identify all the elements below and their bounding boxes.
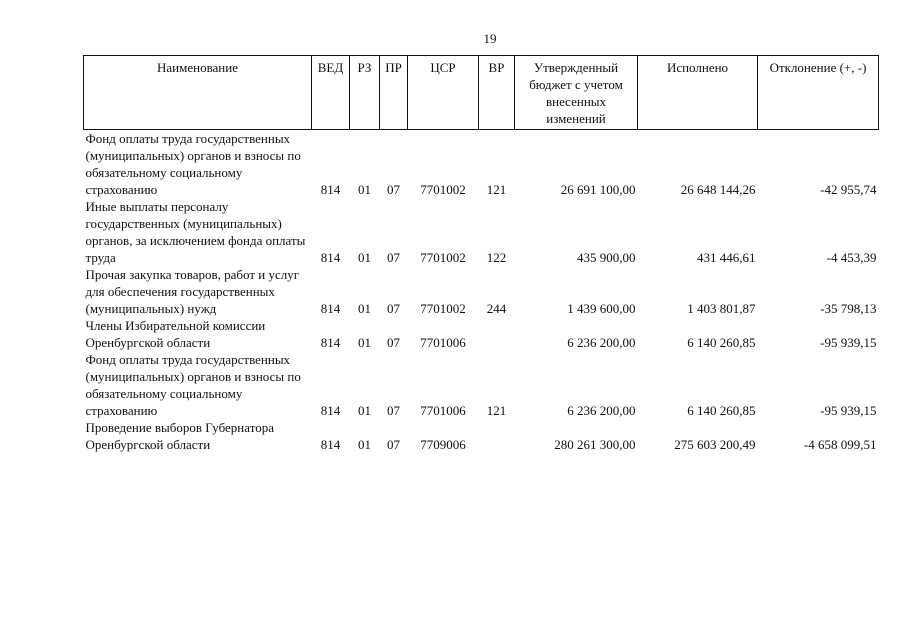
- row-executed: 1 403 801,87: [687, 301, 756, 316]
- row-executed: 6 140 260,85: [687, 335, 756, 350]
- row-csr: 7709006: [420, 437, 466, 452]
- row-ved: 814: [320, 301, 341, 316]
- row-rz: 01: [358, 437, 371, 452]
- header-executed: Исполнено: [638, 56, 758, 130]
- row-executed: 431 446,61: [697, 250, 756, 265]
- row-vr: [479, 419, 515, 453]
- row-rz: 01: [358, 250, 371, 265]
- row-ved: 814: [320, 335, 341, 350]
- row-vr: 244: [486, 301, 507, 316]
- row-csr: 7701002: [420, 182, 466, 197]
- table-row: [84, 266, 879, 317]
- row-approved: 1 439 600,00: [567, 301, 636, 316]
- row-pr: 07: [387, 250, 400, 265]
- row-vr: 121: [486, 403, 507, 418]
- row-vr: 122: [486, 250, 507, 265]
- row-executed: 275 603 200,49: [674, 437, 756, 452]
- row-name: Члены Избирательной комиссии Оренбургской области: [85, 318, 266, 350]
- row-name: Фонд оплаты труда государственных (муниципальных) органов и взносы по обязательному социальному страхованию: [85, 352, 301, 418]
- row-approved: 6 236 200,00: [567, 403, 636, 418]
- row-deviation: -95 939,15: [820, 403, 877, 418]
- row-csr: 7701002: [420, 250, 466, 265]
- row-deviation: -4 658 099,51: [803, 437, 877, 452]
- row-rz: 01: [358, 301, 371, 316]
- row-approved: 280 261 300,00: [554, 437, 636, 452]
- row-vr: 121: [486, 182, 507, 197]
- row-executed: 26 648 144,26: [680, 182, 756, 197]
- row-deviation: -95 939,15: [820, 335, 877, 350]
- row-name: Проведение выборов Губернатора Оренбургской области: [85, 420, 274, 452]
- budget-execution-table: [83, 55, 879, 453]
- header-deviation: Отклонение (+, -): [758, 56, 879, 130]
- header-name: Наименование: [84, 56, 312, 130]
- header-vr: ВР: [479, 56, 515, 130]
- row-csr: 7701002: [420, 301, 466, 316]
- table-row: [84, 198, 879, 266]
- row-ved: 814: [320, 403, 341, 418]
- row-ved: 814: [320, 250, 341, 265]
- row-pr: 07: [387, 437, 400, 452]
- row-pr: 07: [387, 335, 400, 350]
- table-row: [84, 351, 879, 419]
- table-header-row: [84, 56, 879, 130]
- header-pr: ПР: [380, 56, 408, 130]
- row-rz: 01: [358, 403, 371, 418]
- row-ved: 814: [320, 182, 341, 197]
- row-deviation: -42 955,74: [820, 182, 877, 197]
- table-row: [84, 130, 879, 199]
- row-deviation: -35 798,13: [820, 301, 877, 316]
- row-ved: 814: [320, 437, 341, 452]
- row-rz: 01: [358, 182, 371, 197]
- row-name: Фонд оплаты труда государственных (муниципальных) органов и взносы по обязательному социальному страхованию: [85, 131, 301, 197]
- header-approved: Утвержденный бюджет с учетом внесенных изменений: [515, 56, 638, 130]
- table-row: [84, 419, 879, 453]
- row-deviation: -4 453,39: [826, 250, 877, 265]
- row-pr: 07: [387, 301, 400, 316]
- row-approved: 6 236 200,00: [567, 335, 636, 350]
- row-executed: 6 140 260,85: [687, 403, 756, 418]
- page-number: 19: [483, 31, 497, 46]
- row-pr: 07: [387, 403, 400, 418]
- row-vr: [479, 317, 515, 351]
- header-csr: ЦСР: [408, 56, 479, 130]
- header-rz: РЗ: [350, 56, 380, 130]
- row-approved: 435 900,00: [577, 250, 636, 265]
- row-rz: 01: [358, 335, 371, 350]
- row-csr: 7701006: [420, 403, 466, 418]
- table-row: [84, 317, 879, 351]
- row-approved: 26 691 100,00: [560, 182, 636, 197]
- row-name: Прочая закупка товаров, работ и услуг для обеспечения государственных (муниципальных) нужд: [85, 267, 300, 316]
- header-ved: ВЕД: [312, 56, 350, 130]
- row-name: Иные выплаты персоналу государственных (муниципальных) органов, за исключением фонда оплаты труда: [85, 199, 306, 265]
- row-pr: 07: [387, 182, 400, 197]
- row-csr: 7701006: [420, 335, 466, 350]
